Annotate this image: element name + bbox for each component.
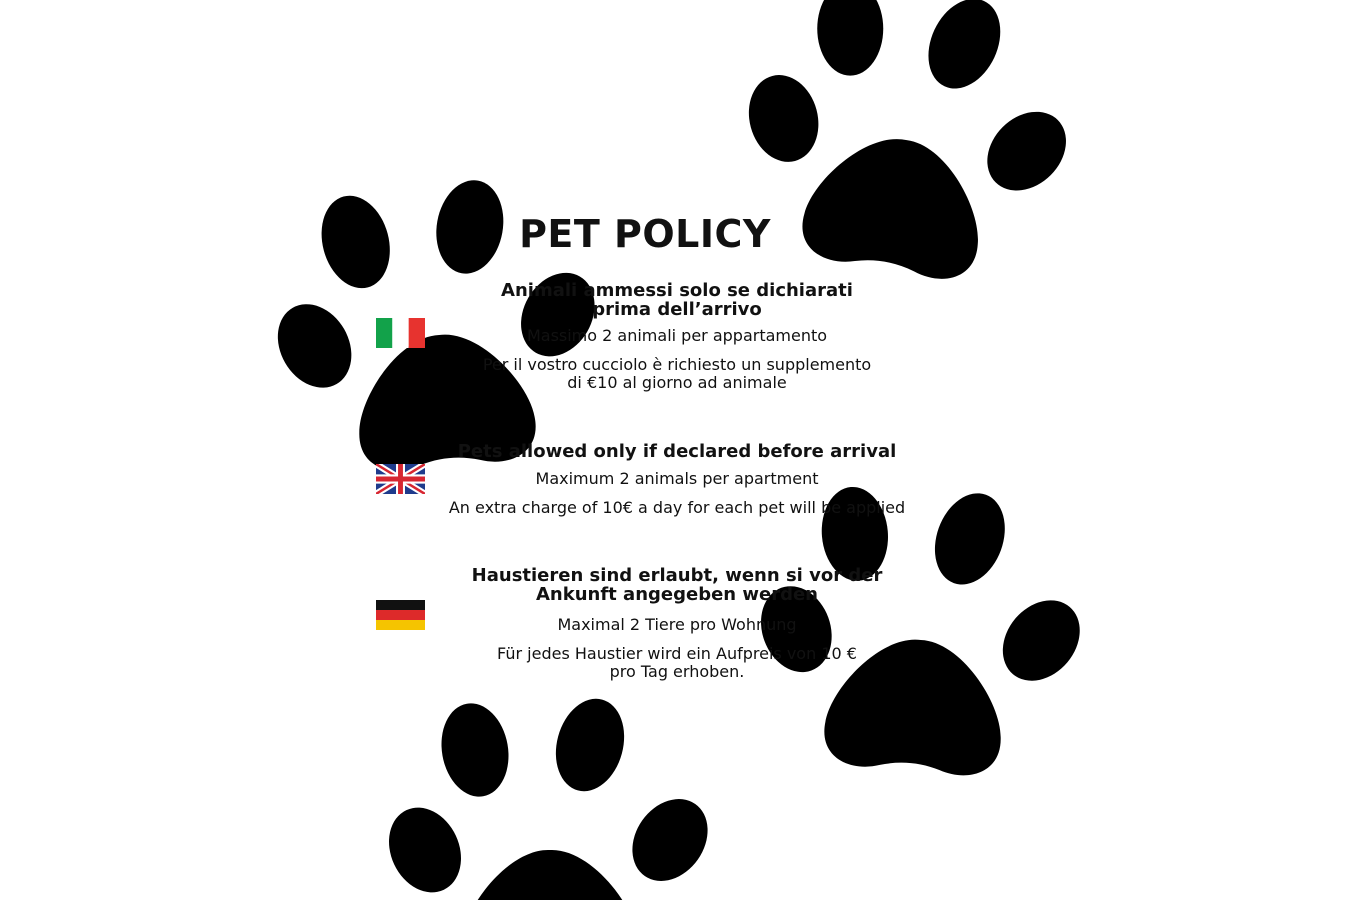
- section-line: An extra charge of 10€ a day for each pet will be applied: [448, 498, 906, 517]
- section-line: Maximum 2 animals per apartment: [535, 469, 819, 488]
- section-heading: Pets allowed only if declared before arrival: [457, 441, 897, 462]
- uk-flag-icon: [376, 464, 425, 494]
- italy-flag-icon: [376, 318, 425, 348]
- english-section: [440, 442, 914, 517]
- section-heading: Animali ammessi solo se dichiarati prima dell’arrivo: [501, 280, 853, 320]
- germany-flag-icon: [376, 600, 425, 630]
- section-line: Maximal 2 Tiere pro Wohnung: [557, 615, 797, 634]
- section-line: Für jedes Haustier wird ein Aufpreis von 10 € pro Tag erhoben.: [497, 644, 857, 681]
- section-heading: Haustieren sind erlaubt, wenn si vor der Ankunft angegeben werden: [471, 565, 883, 605]
- section-line: Per il vostro cucciolo è richiesto un supplemento di €10 al giorno ad animale: [482, 355, 872, 392]
- page-title: PET POLICY: [519, 212, 771, 256]
- german-section: [440, 566, 914, 681]
- italian-section: [440, 281, 914, 392]
- section-line: Massimo 2 animali per appartamento: [526, 326, 828, 345]
